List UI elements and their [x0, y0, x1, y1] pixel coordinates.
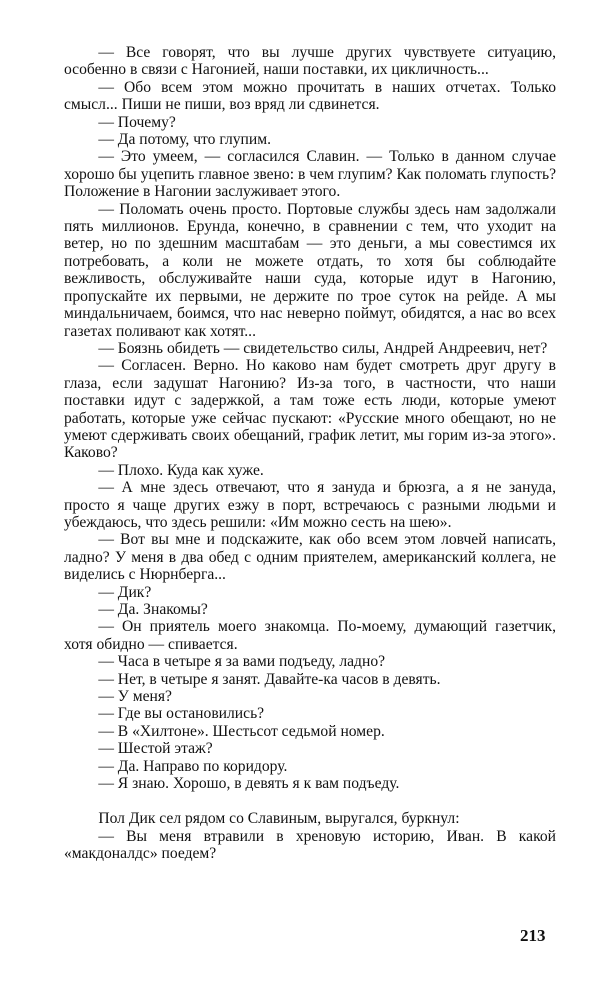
paragraph: — Это умеем, — согласился Славин. — Только в данном случае хорошо бы уцепить главное звено: в чем глупим? Как поломать глупость? Положение в Нагонии заслуживает этого.: [64, 148, 556, 201]
paragraph: — А мне здесь отвечают, что я зануда и брюзга, а я не зануда, просто я чаще других езжу в порт, встречаюсь с разными людьми и убеждаюсь, что здесь решили: «Им можно сесть на шею».: [64, 479, 556, 531]
paragraph: — Где вы остановились?: [98, 705, 265, 723]
paragraph: — Обо всем этом можно прочитать в наших отчетах. Только смысл... Пиши не пиши, воз вряд ли сдвинется.: [64, 78, 556, 114]
paragraph: — Нет, в четыре я занят. Давайте-ка часов в девять.: [98, 670, 441, 688]
paragraph: — Согласен. Верно. Но каково нам будет смотреть друг другу в глаза, если задушат Нагонию? Из-за того, в частности, что наши поставки идут с задержкой, а там тоже есть люди, которые умеют работать, которые уже сейчас пускают: «Русские много обещают, но не умеют сдерживать своих обещаний, график летит, мы горим из-за этого». Каково?: [64, 357, 556, 462]
paragraph: — У меня?: [98, 688, 172, 706]
body-text: [64, 44, 556, 863]
paragraph: — Да. Направо по коридору.: [98, 757, 288, 775]
paragraph: — Поломать очень просто. Портовые службы здесь нам задолжали пять миллионов. Ерунда, конечно, в сравнении с тем, что уходит на ветер, но по здешним масштабам — это деньги, а мы совестимся их потребовать, а коли не можете отдать, то хотя бы соблюдайте вежливость, обслуживайте наши суда, которые идут в Нагонию, пропускайте их первыми, не держите по трое суток на рейде. А мы миндальничаем, боимся, что нас неверно поймут, обидятся, а нас во всех газетах поливают как хотят...: [64, 200, 556, 340]
paragraph: — Вы меня втравили в хреновую историю, Иван. В какой «макдоналдс» поедем?: [64, 827, 556, 863]
paragraph: — Часа в четыре я за вами подъеду, ладно?: [98, 653, 386, 671]
paragraph: — Все говорят, что вы лучше других чувствуете ситуацию, особенно в связи с Нагонией, наши поставки, их цикличность...: [64, 44, 556, 79]
paragraph: — В «Хилтоне». Шестьсот седьмой номер.: [98, 722, 385, 740]
paragraph: — Почему?: [98, 113, 176, 131]
paragraph: — Да. Знакомы?: [98, 601, 208, 618]
section-gap: [64, 792, 556, 810]
paragraph: — Плохо. Куда как хуже.: [98, 461, 264, 479]
paragraph: — Он приятель моего знакомца. По-моему, думающий газетчик, хотя обидно — спивается.: [64, 618, 556, 653]
paragraph: — Я знаю. Хорошо, в девять я к вам подъеду.: [98, 775, 400, 793]
paragraph: — Дик?: [98, 583, 152, 601]
paragraph: — Шестой этаж?: [98, 740, 213, 758]
paragraph: — Да потому, что глупим.: [98, 131, 271, 149]
page-number: 213: [520, 926, 546, 945]
paragraph: — Боязнь обидеть — свидетельство силы, Андрей Андреевич, нет?: [98, 339, 548, 357]
paragraph: — Вот вы мне и подскажите, как обо всем этом ловчей написать, ладно? У меня в два обед с одним приятелем, американский коллега, не виделись с Нюрнберга...: [64, 531, 556, 584]
paragraph: Пол Дик сел рядом со Славиным, выругался, буркнул:: [98, 810, 460, 828]
